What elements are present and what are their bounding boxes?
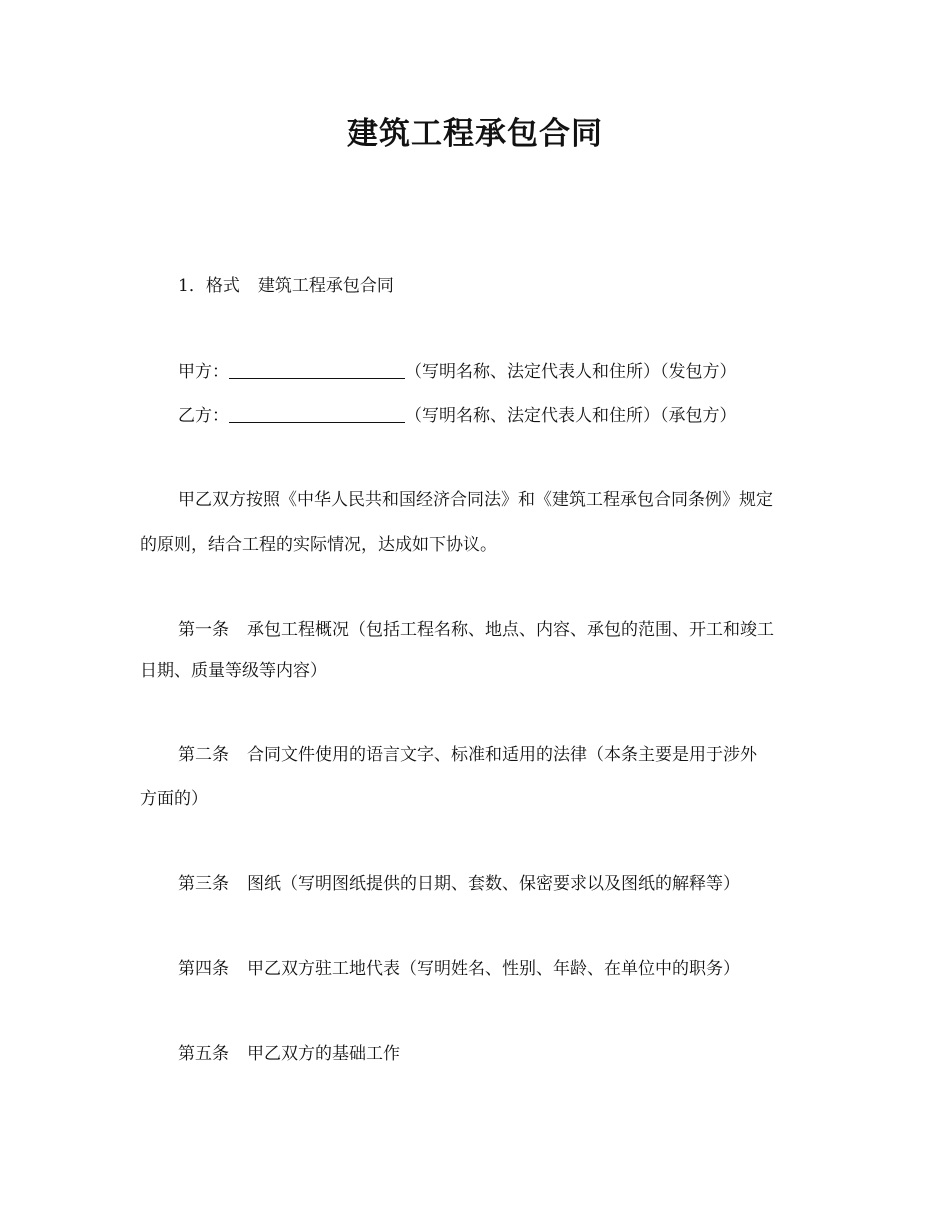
party-b-note: （写明名称、法定代表人和住所）（承包方） bbox=[405, 406, 737, 426]
party-a-label: 甲方： bbox=[178, 362, 229, 382]
article-3-number: 第三条 bbox=[178, 874, 229, 894]
article-3-text: 图纸（写明图纸提供的日期、套数、保密要求以及图纸的解释等） bbox=[247, 874, 740, 894]
article-2-line-1 bbox=[178, 742, 858, 768]
article-1-text: 承包工程概况（包括工程名称、地点、内容、承包的范围、开工和竣工 bbox=[247, 620, 774, 640]
article-4-text: 甲乙双方驻工地代表（写明姓名、性别、年龄、在单位中的职务） bbox=[247, 959, 740, 979]
article-4-number: 第四条 bbox=[178, 959, 229, 979]
party-b-line bbox=[178, 402, 858, 429]
article-4-line-1 bbox=[178, 956, 858, 982]
party-a-line bbox=[178, 358, 858, 385]
preamble-line-1: 甲乙双方按照《中华人民共和国经济合同法》和《建筑工程承包合同条例》规定 bbox=[178, 490, 773, 510]
article-5-number: 第五条 bbox=[178, 1044, 229, 1064]
document-title: 建筑工程承包合同 bbox=[347, 116, 603, 152]
article-1-line-1 bbox=[178, 617, 858, 643]
article-3-line-1 bbox=[178, 871, 858, 897]
article-1-line-2: 日期、质量等级等内容） bbox=[140, 661, 327, 681]
party-a-blank[interactable] bbox=[229, 358, 405, 379]
article-2-line-2: 方面的） bbox=[140, 789, 208, 809]
article-5-text: 甲乙双方的基础工作 bbox=[247, 1044, 400, 1064]
article-1-number: 第一条 bbox=[178, 620, 229, 640]
format-number: 1．格式 bbox=[178, 276, 240, 296]
preamble-line-2: 的原则，结合工程的实际情况，达成如下协议。 bbox=[140, 535, 497, 555]
party-b-blank[interactable] bbox=[229, 402, 405, 423]
article-2-text: 合同文件使用的语言文字、标准和适用的法律（本条主要是用于涉外 bbox=[247, 745, 757, 765]
format-name: 建筑工程承包合同 bbox=[257, 276, 394, 296]
party-a-note: （写明名称、法定代表人和住所）（发包方） bbox=[405, 362, 737, 382]
article-5-line-1 bbox=[178, 1041, 858, 1067]
party-b-label: 乙方： bbox=[178, 406, 229, 426]
article-2-number: 第二条 bbox=[178, 745, 229, 765]
format-line bbox=[178, 273, 858, 299]
